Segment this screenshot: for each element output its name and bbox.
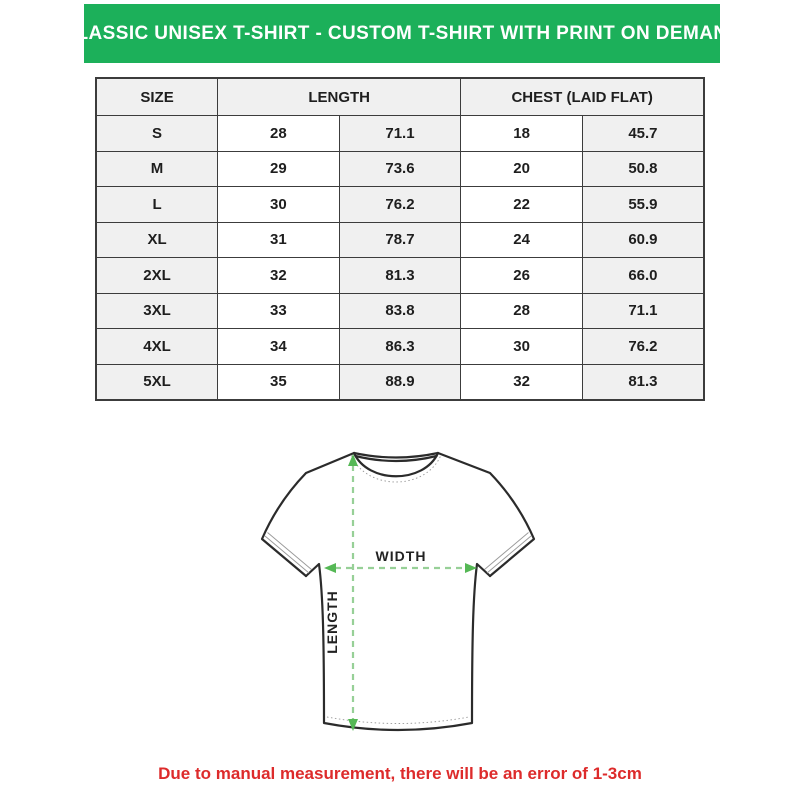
page-title: CLASSIC UNISEX T-SHIRT - CUSTOM T-SHIRT WITH PRINT ON DEMAND [62,22,742,44]
length-in-cell: 35 [218,364,340,400]
size-cell: L [96,187,218,223]
chest-in-cell: 22 [461,187,583,223]
title-banner [62,4,742,63]
chest-in-cell: 24 [461,222,583,258]
length-in-cell: 29 [218,151,340,187]
column-header-size: SIZE [96,78,218,116]
tshirt-body-fill [262,453,534,730]
chest-cm-cell: 66.0 [582,258,704,294]
table-header-row [96,78,704,116]
chest-in-cell: 18 [461,116,583,152]
length-cm-cell: 81.3 [339,258,461,294]
table-row [96,116,704,152]
length-label: LENGTH [324,590,340,654]
chest-in-cell: 30 [461,329,583,365]
size-cell: M [96,151,218,187]
column-header-chest: CHEST (LAID FLAT) [461,78,704,116]
chest-cm-cell: 50.8 [582,151,704,187]
table-row [96,293,704,329]
length-in-cell: 30 [218,187,340,223]
chest-in-cell: 28 [461,293,583,329]
chest-cm-cell: 60.9 [582,222,704,258]
length-cm-cell: 86.3 [339,329,461,365]
table-row [96,187,704,223]
length-in-cell: 28 [218,116,340,152]
length-cm-cell: 71.1 [339,116,461,152]
size-cell: 5XL [96,364,218,400]
length-in-cell: 32 [218,258,340,294]
length-cm-cell: 88.9 [339,364,461,400]
length-in-cell: 33 [218,293,340,329]
chest-cm-cell: 81.3 [582,364,704,400]
measurement-error-note: Due to manual measurement, there will be an error of 1-3cm [158,764,642,783]
length-cm-cell: 78.7 [339,222,461,258]
table-row [96,258,704,294]
length-cm-cell: 83.8 [339,293,461,329]
size-cell: 3XL [96,293,218,329]
width-label: WIDTH [375,548,427,564]
table-row [96,151,704,187]
size-cell: 4XL [96,329,218,365]
size-cell: S [96,116,218,152]
chest-cm-cell: 71.1 [582,293,704,329]
length-cm-cell: 73.6 [339,151,461,187]
table-row [96,329,704,365]
table-row [96,364,704,400]
chest-in-cell: 32 [461,364,583,400]
length-in-cell: 34 [218,329,340,365]
chest-in-cell: 26 [461,258,583,294]
size-chart-table [95,77,705,401]
size-cell: 2XL [96,258,218,294]
chest-in-cell: 20 [461,151,583,187]
length-in-cell: 31 [218,222,340,258]
table-row [96,222,704,258]
chest-cm-cell: 76.2 [582,329,704,365]
column-header-length: LENGTH [218,78,461,116]
size-cell: XL [96,222,218,258]
chest-cm-cell: 45.7 [582,116,704,152]
tshirt-measurement-diagram [240,440,560,760]
length-cm-cell: 76.2 [339,187,461,223]
tshirt-icon [240,440,560,760]
chest-cm-cell: 55.9 [582,187,704,223]
